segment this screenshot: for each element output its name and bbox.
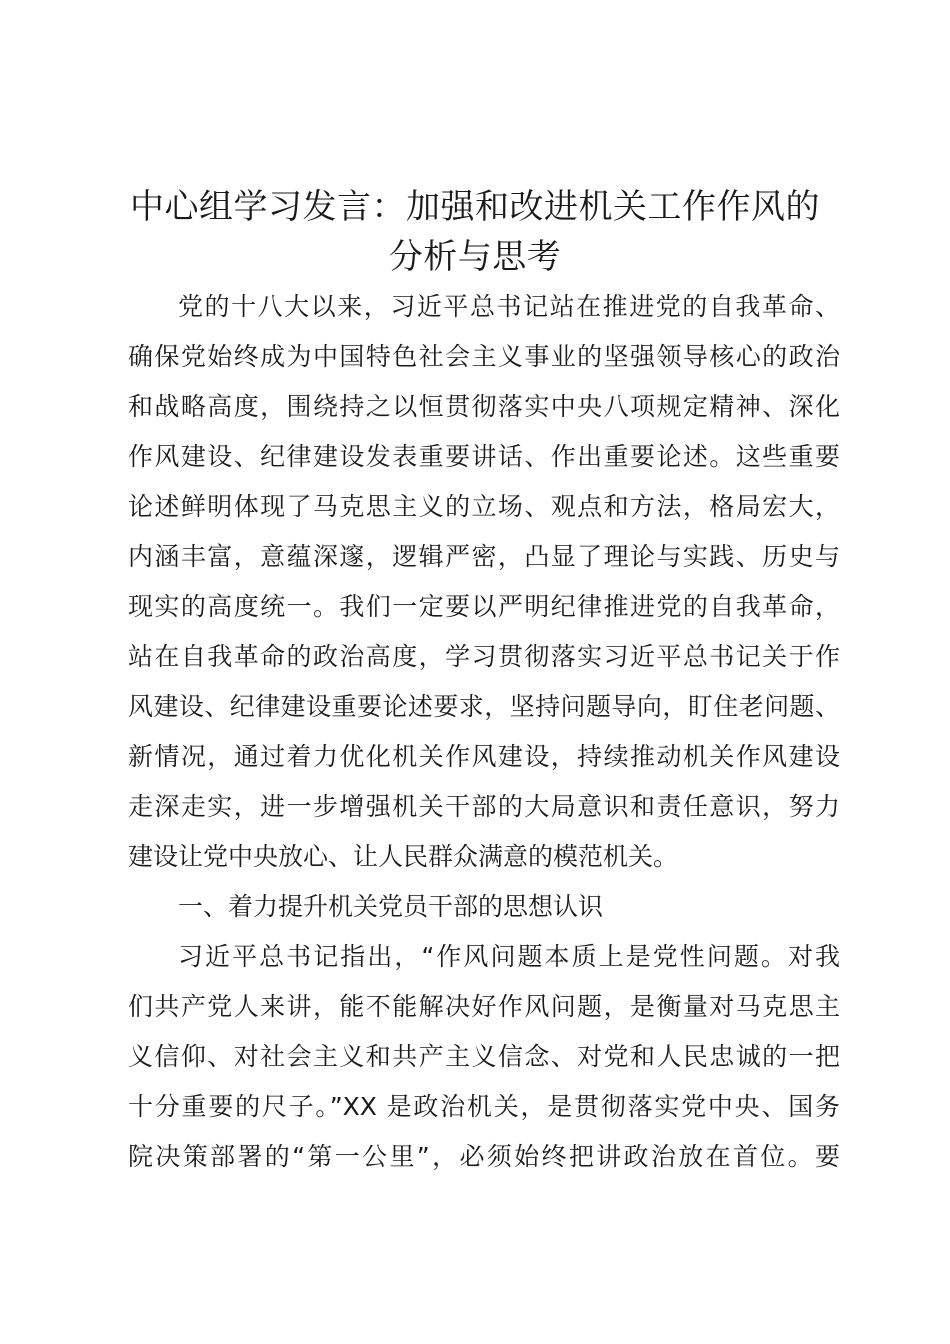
paragraph-line: 风建设、纪律建设重要论述要求，坚持问题导向，盯住老问题、 (128, 692, 840, 721)
paragraph-line: 站在自我革命的政治高度，学习贯彻落实习近平总书记关于作 (128, 642, 840, 671)
paragraph-line: 们共产党人来讲，能不能解决好作风问题，是衡量对马克思主 (128, 992, 840, 1021)
paragraph-line: 习近平总书记指出，“作风问题本质上是党性问题。对我 (178, 942, 840, 971)
document-body (128, 282, 840, 1182)
paragraph-line: 新情况，通过着力优化机关作风建设，持续推动机关作风建设 (128, 742, 840, 771)
paragraph-line: 义信仰、对社会主义和共产主义信念、对党和人民忠诚的一把 (128, 1042, 840, 1071)
paragraph-line: 内涵丰富，意蕴深邃，逻辑严密，凸显了理论与实践、历史与 (128, 542, 840, 571)
paragraph-line: 现实的高度统一。我们一定要以严明纪律推进党的自我革命， (128, 592, 840, 621)
paragraph-line: 建设让党中央放心、让人民群众满意的模范机关。 (128, 842, 679, 871)
document-title-line-1: 中心组学习发言：加强和改进机关工作作风的 (130, 187, 820, 227)
paragraph-line: 院决策部署的“第一公里”，必须始终把讲政治放在首位。要 (128, 1142, 840, 1171)
paragraph-line: 和战略高度，围绕持之以恒贯彻落实中央八项规定精神、深化 (128, 392, 840, 421)
document-title-line-2: 分析与思考 (388, 237, 562, 277)
paragraph-line: 作风建设、纪律建设发表重要讲话、作出重要论述。这些重要 (128, 442, 840, 471)
paragraph-line: 走深走实，进一步增强机关干部的大局意识和责任意识，努力 (128, 792, 840, 821)
paragraph-line: 党的十八大以来，习近平总书记站在推进党的自我革命、 (178, 292, 840, 321)
section-heading: 一、着力提升机关党员干部的思想认识 (178, 892, 604, 921)
paragraph-line: 确保党始终成为中国特色社会主义事业的坚强领导核心的政治 (128, 342, 840, 371)
paragraph-line: 论述鲜明体现了马克思主义的立场、观点和方法，格局宏大， (128, 492, 840, 521)
paragraph-line: 十分重要的尺子。”XX 是政治机关，是贯彻落实党中央、国务 (128, 1092, 840, 1121)
